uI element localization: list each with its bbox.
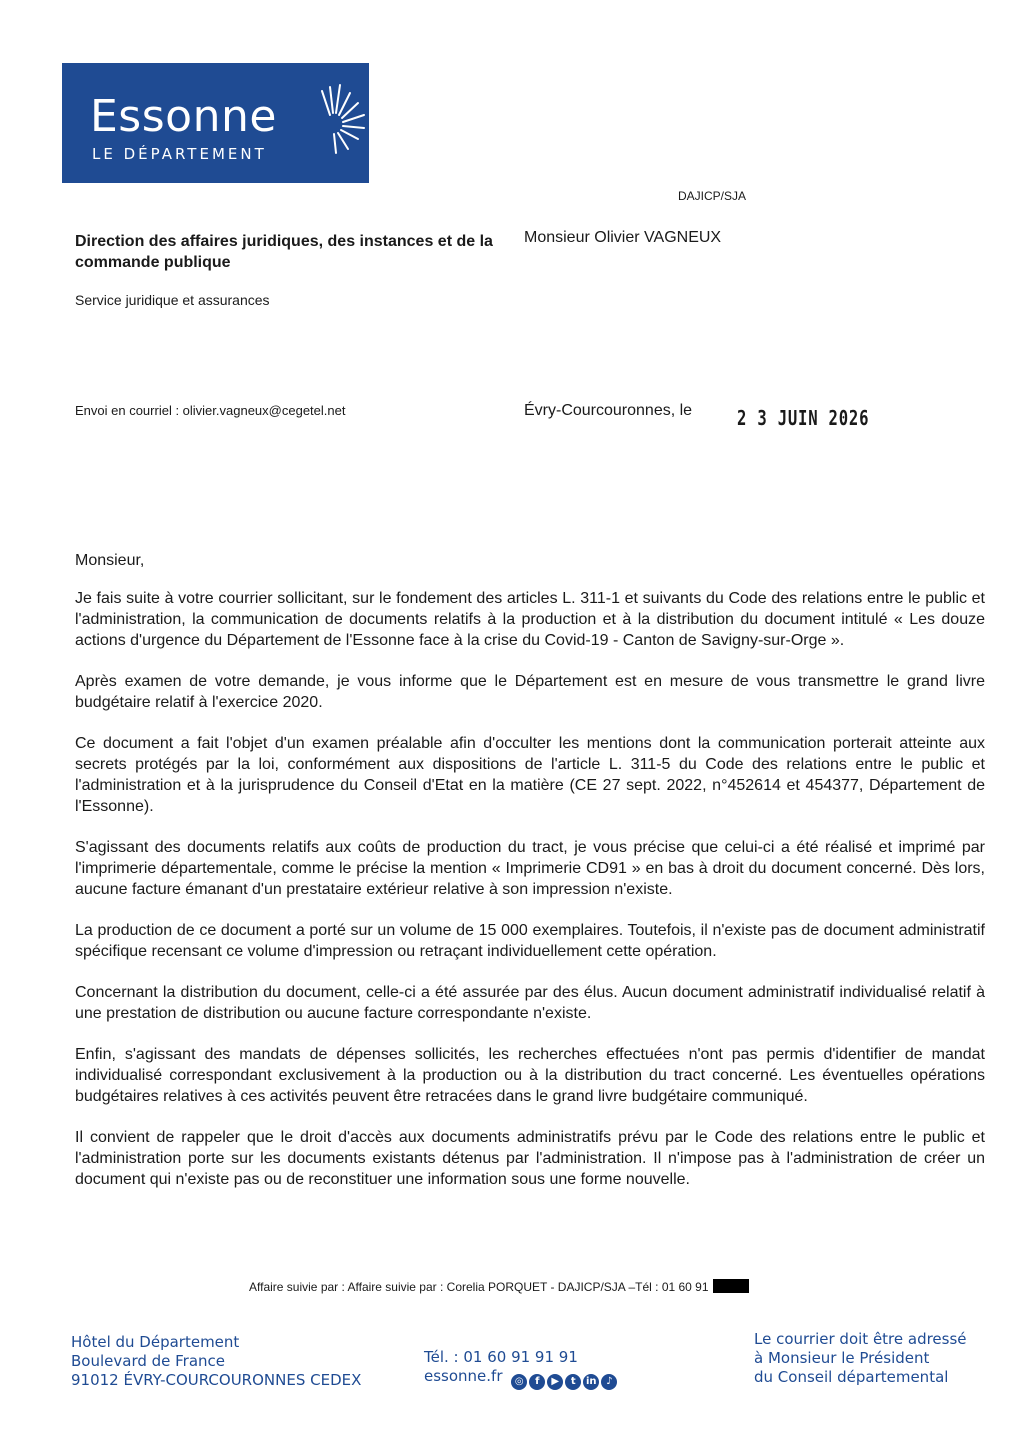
paragraph: Ce document a fait l'objet d'un examen préalable afin d'occulter les mentions dont la communication porterait atteinte aux secrets protégés par la loi, conformément aux dispositions de l'article L. 311-5 du Code des relations entre le public et l'administration et à la jurisprudence du Conseil d'Etat en la matière (CE 27 sept. 2022, n°452614 et 454377, Département de l'Essonne). [75,735,985,815]
email-sent-line: Envoi en courriel : olivier.vagneux@cegetel.net [75,403,346,418]
instagram-icon[interactable]: ◎ [511,1374,527,1390]
twitter-icon[interactable]: t [565,1374,581,1390]
sender-service: Service juridique et assurances [75,292,270,308]
address-line: Boulevard de France [71,1352,226,1370]
paragraph: Je fais suite à votre courrier sollicitant, sur le fondement des articles L. 311-1 et suivants du Code des relations entre le public et l'administration, la communication de documents relatifs à la production et à la distribution du document intitulé « Les douze actions d'urgence du Département de l'Essonne face à la crise du Covid-19 - Canton de Savigny-sur-Orge ». [75,590,985,649]
paragraph: Il convient de rappeler que le droit d'accès aux documents administratifs prévu par le Code des relations entre le public et l'administration porte sur les documents existants détenus par l'administration. Il n'impose pas à l'administration de créer un document qui n'existe pas ou de reconstituer une information sous une forme nouvelle. [75,1129,985,1188]
date-stamp: 2 3 JUIN 2026 [737,406,870,430]
reference-code: DAJICP/SJA [678,189,747,203]
followup-text: Affaire suivie par : Affaire suivie par : Corelia PORQUET - DAJICP/SJA –Tél : 01 60 91 [249,1280,709,1294]
logo-subtitle: LE DÉPARTEMENT [92,145,267,163]
followup-line [249,1279,749,1294]
address-line: Hôtel du Département [71,1333,240,1351]
footer-address [71,1333,361,1390]
footer-phone: Tél. : 01 60 91 91 91 [424,1348,578,1366]
salutation: Monsieur, [75,552,145,569]
footer-contact [424,1348,617,1390]
youtube-icon[interactable]: ▶ [547,1374,563,1390]
address-line: 91012 ÉVRY-COURCOURONNES CEDEX [71,1371,362,1389]
sun-rays-icon [300,73,370,163]
sender-department: Direction des affaires juridiques, des instances et de la commande publique [75,233,493,271]
note-line: du Conseil départemental [754,1368,949,1386]
footer-note [754,1330,967,1387]
note-line: Le courrier doit être adressé [754,1330,967,1348]
facebook-icon[interactable]: f [529,1374,545,1390]
paragraph: Concernant la distribution du document, celle-ci a été assurée par des élus. Aucun document administratif individualisé relatif à une prestation de distribution ou aucune facture correspondante n'existe. [75,984,985,1022]
essonne-logo [62,63,369,183]
paragraph: S'agissant des documents relatifs aux coûts de production du tract, je vous précise que celui-ci a été réalisé et imprimé par l'imprimerie départementale, comme le précise la mention « Imprimerie CD91 » en bas à droit du document concerné. Dès lors, aucune facture émanant d'un prestataire extérieur relative à son impression n'existe. [75,839,985,898]
letter-body [75,588,985,1210]
recipient-name: Monsieur Olivier VAGNEUX [524,229,722,246]
paragraph: Enfin, s'agissant des mandats de dépenses sollicités, les recherches effectuées n'ont pas permis d'identifier de mandat individualisé correspondant exclusivement à la production ou à la distribution du tract concerné. Les éventuelles opérations budgétaires relatives à ces activités peuvent être retracées dans le grand livre budgétaire communiqué. [75,1046,985,1105]
paragraph: Après examen de votre demande, je vous informe que le Département est en mesure de vous transmettre le grand livre budgétaire relatif à l'exercice 2020. [75,673,985,711]
note-line: à Monsieur le Président [754,1349,930,1367]
place-line: Évry-Courcouronnes, le [524,402,693,419]
logo-name: Essonne [90,91,277,142]
redaction-block [713,1279,749,1293]
social-icons [511,1374,617,1390]
footer-website[interactable]: essonne.fr [424,1367,503,1385]
tiktok-icon[interactable]: ♪ [601,1374,617,1390]
paragraph: La production de ce document a porté sur un volume de 15 000 exemplaires. Toutefois, il n'existe pas de document administratif spécifique recensant ce volume d'impression ou retraçant individuellement cette opération. [75,922,985,960]
linkedin-icon[interactable]: in [583,1374,599,1390]
